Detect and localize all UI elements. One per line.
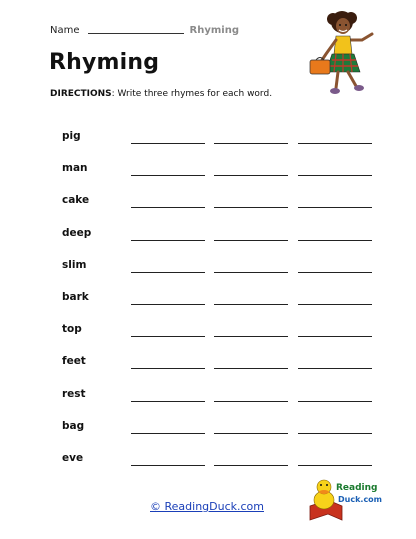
answer-blank-3[interactable] (298, 143, 372, 144)
answer-blank-1[interactable] (131, 272, 205, 273)
readingduck-link[interactable]: © ReadingDuck.com (150, 500, 264, 513)
answer-blank-3[interactable] (298, 240, 372, 241)
answer-blank-2[interactable] (214, 143, 288, 144)
rhyme-row (0, 388, 416, 408)
answer-blank-3[interactable] (298, 336, 372, 337)
prompt-word: feet (62, 355, 86, 368)
answer-blank-1[interactable] (131, 304, 205, 305)
prompt-word: rest (62, 387, 86, 400)
page-title: Rhyming (49, 50, 160, 75)
name-header (50, 25, 239, 36)
answer-blank-2[interactable] (214, 368, 288, 369)
rhyme-row (0, 194, 416, 214)
prompt-word: eve (62, 452, 84, 464)
answer-blank-3[interactable] (298, 304, 372, 305)
answer-blank-1[interactable] (131, 240, 205, 241)
directions-text: : Write three rhymes for each word. (111, 89, 273, 99)
rhyme-row (0, 420, 416, 440)
answer-blank-3[interactable] (298, 175, 372, 176)
girl-with-suitcase-icon (306, 10, 386, 102)
name-label: Name (50, 25, 80, 36)
prompt-word: slim (62, 258, 87, 271)
answer-blank-2[interactable] (214, 175, 288, 176)
directions (50, 89, 272, 99)
answer-blank-2[interactable] (214, 304, 288, 305)
rhyme-row (0, 291, 416, 311)
answer-blank-2[interactable] (214, 433, 288, 434)
topic-label: Rhyming (189, 25, 239, 36)
answer-blank-2[interactable] (214, 465, 288, 466)
rhyme-row (0, 323, 416, 343)
answer-blank-3[interactable] (298, 465, 372, 466)
logo-text-line1: Reading (336, 483, 378, 493)
answer-blank-1[interactable] (131, 465, 205, 466)
prompt-word: man (62, 162, 88, 175)
prompt-word: bag (62, 419, 85, 432)
answer-blank-2[interactable] (214, 401, 288, 402)
answer-blank-3[interactable] (298, 433, 372, 434)
answer-blank-2[interactable] (214, 272, 288, 273)
answer-blank-2[interactable] (214, 240, 288, 241)
rhyme-row (0, 162, 416, 182)
prompt-word: pig (62, 130, 81, 142)
answer-blank-1[interactable] (131, 175, 205, 176)
rhyme-row (0, 259, 416, 279)
prompt-word: top (62, 323, 82, 336)
answer-blank-2[interactable] (214, 207, 288, 208)
answer-blank-1[interactable] (131, 401, 205, 402)
rhyme-row (0, 227, 416, 247)
rhyme-row (0, 130, 416, 150)
answer-blank-3[interactable] (298, 207, 372, 208)
duck-reading-book-icon (308, 470, 383, 522)
answer-blank-3[interactable] (298, 401, 372, 402)
answer-blank-1[interactable] (131, 433, 205, 434)
prompt-word: cake (62, 194, 90, 207)
answer-blank-2[interactable] (214, 336, 288, 337)
name-blank-line (88, 33, 184, 34)
prompt-word: bark (62, 291, 89, 303)
answer-blank-3[interactable] (298, 272, 372, 273)
prompt-word: deep (62, 226, 92, 239)
answer-blank-1[interactable] (131, 207, 205, 208)
answer-blank-1[interactable] (131, 336, 205, 337)
rhyme-row (0, 452, 416, 472)
answer-blank-1[interactable] (131, 143, 205, 144)
rhyme-row (0, 355, 416, 375)
answer-blank-3[interactable] (298, 368, 372, 369)
answer-blank-1[interactable] (131, 368, 205, 369)
directions-label: DIRECTIONS (50, 89, 112, 99)
logo-text-line2: Duck.com (338, 495, 383, 504)
